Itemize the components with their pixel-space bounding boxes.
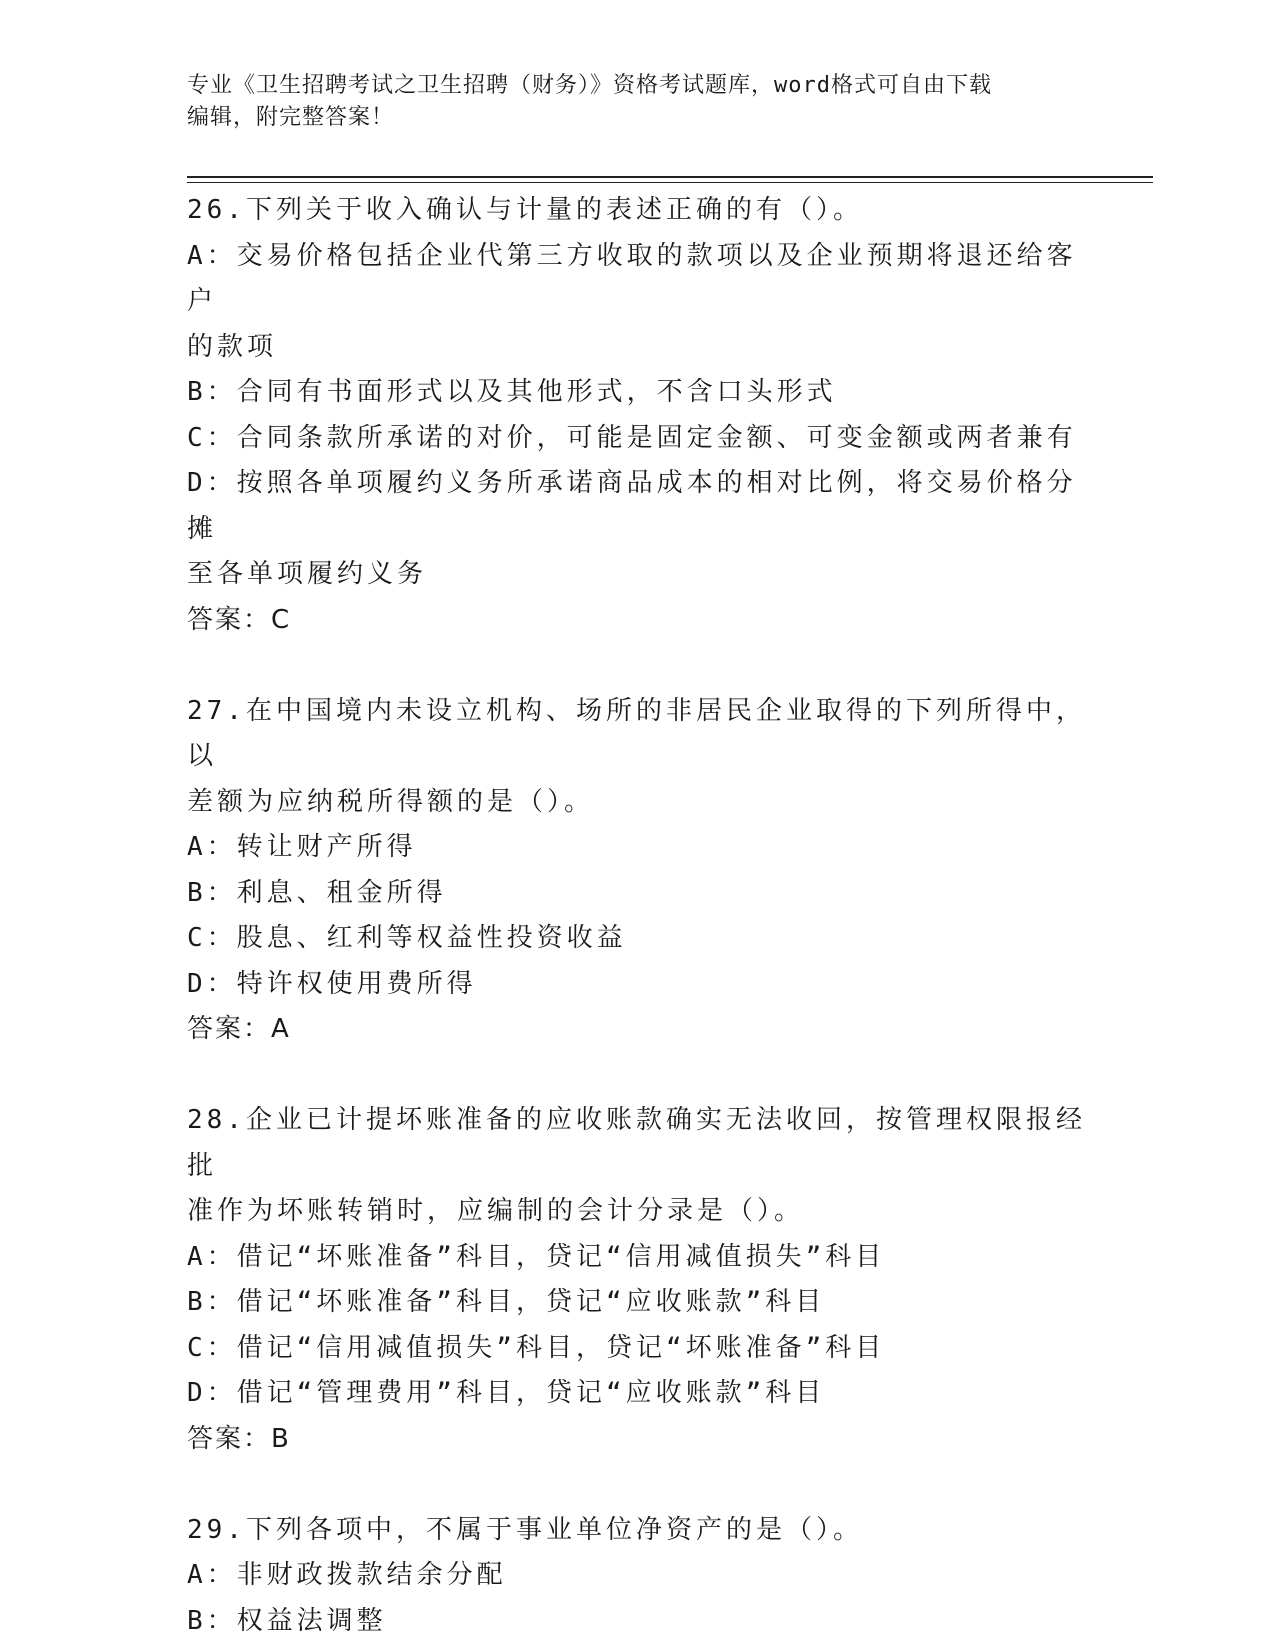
answer-option: D：特许权使用费所得 bbox=[187, 968, 477, 999]
answer-option: 的款项 bbox=[187, 331, 278, 362]
question-spacer bbox=[187, 1462, 1087, 1508]
header-divider-thin bbox=[187, 182, 1153, 183]
answer-option: D：借记“管理费用”科目，贷记“应收账款”科目 bbox=[187, 1378, 826, 1408]
question-stem: 27.在中国境内未设立机构、场所的非居民企业取得的下列所得中，以 bbox=[187, 695, 1086, 771]
answer-key: 答案：A bbox=[187, 1014, 291, 1044]
question-block bbox=[187, 1098, 1087, 1462]
question-block bbox=[187, 1508, 1087, 1645]
question-block bbox=[187, 689, 1087, 1053]
document-header bbox=[187, 70, 1067, 134]
answer-option: A：转让财产所得 bbox=[187, 832, 417, 862]
answer-option: 至各单项履约义务 bbox=[187, 559, 428, 589]
answer-option: C：股息、红利等权益性投资收益 bbox=[187, 923, 627, 953]
answer-option: A：借记“坏账准备”科目，贷记“信用减值损失”科目 bbox=[187, 1241, 886, 1272]
answer-option: B：利息、租金所得 bbox=[187, 877, 447, 908]
header-line-2: 编辑，附完整答案！ bbox=[187, 105, 395, 130]
question-list bbox=[187, 188, 1087, 1644]
question-stem: 差额为应纳税所得额的是（）。 bbox=[187, 786, 595, 817]
question-stem: 29.下列各项中，不属于事业单位净资产的是（）。 bbox=[187, 1514, 863, 1545]
answer-option: C：合同条款所承诺的对价，可能是固定金额、可变金额或两者兼有 bbox=[187, 422, 1077, 453]
answer-key: 答案：B bbox=[187, 1423, 291, 1454]
answer-option: A：交易价格包括企业代第三方收取的款项以及企业预期将退还给客户 bbox=[187, 240, 1077, 316]
question-stem: 26.下列关于收入确认与计量的表述正确的有（）。 bbox=[187, 195, 863, 225]
header-divider-thick bbox=[187, 176, 1153, 178]
header-line-1: 专业《卫生招聘考试之卫生招聘（财务）》资格考试题库，word格式可自由下载 bbox=[187, 73, 992, 98]
question-block bbox=[187, 188, 1087, 643]
answer-option: D：按照各单项履约义务所承诺商品成本的相对比例，将交易价格分摊 bbox=[187, 468, 1077, 544]
answer-option: B：权益法调整 bbox=[187, 1605, 387, 1636]
answer-option: C：借记“信用减值损失”科目，贷记“坏账准备”科目 bbox=[187, 1332, 886, 1363]
question-stem: 准作为坏账转销时，应编制的会计分录是（）。 bbox=[187, 1196, 805, 1226]
question-stem: 28.企业已计提坏账准备的应收账款确实无法收回，按管理权限报经批 bbox=[187, 1105, 1086, 1181]
question-spacer bbox=[187, 643, 1087, 689]
answer-option: A：非财政拨款结余分配 bbox=[187, 1560, 507, 1590]
question-spacer bbox=[187, 1053, 1087, 1099]
answer-option: B：合同有书面形式以及其他形式，不含口头形式 bbox=[187, 377, 837, 407]
answer-key: 答案：C bbox=[187, 604, 292, 635]
answer-option: B：借记“坏账准备”科目，贷记“应收账款”科目 bbox=[187, 1287, 826, 1317]
